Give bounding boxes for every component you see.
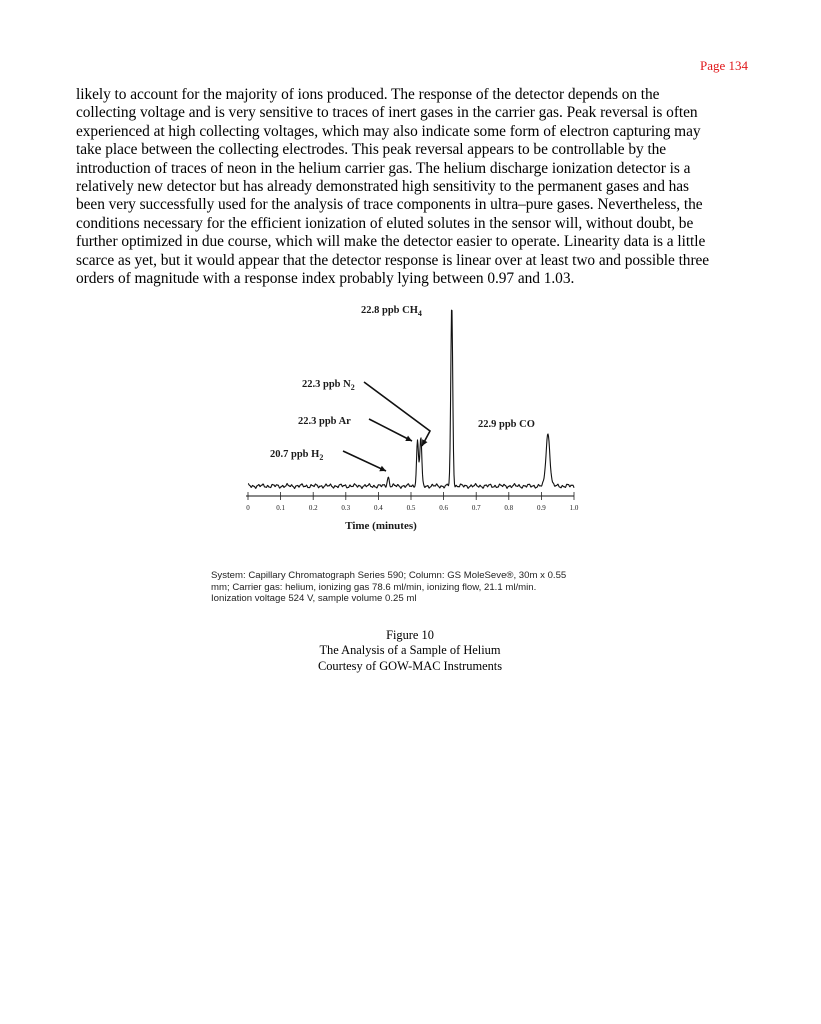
x-axis-tick-labels [246,504,579,512]
body-line: been very successfully used for the analysis of trace components in ultra–pure gases. Nevertheless, the [76,196,703,214]
peak-label-subscript: 2 [350,383,355,392]
peak-label-n2: 22.3 ppb $N_2$ [302,379,355,392]
system-description [211,570,631,605]
body-line: orders of magnitude with a response index probably lying between 0.97 and 1.03. [76,270,575,288]
peak-arrow-n2 [364,382,430,446]
figure-number: Figure 10 [386,628,434,642]
x-axis-title: Time (minutes) [345,520,417,532]
x-tick-label: 0.8 [504,504,514,512]
body-line: conditions necessary for the efficient ionization of eluted solutes in the sensor will, without doubt, be [76,214,694,232]
peak-label-ch4: 22.8 ppb $CH_4$ [361,305,422,318]
peak-arrow-h2 [343,451,386,471]
body-line: collecting voltage and is very sensitive to traces of inert gases in the carrier gas. Peak reversal is often [76,104,698,122]
figure-caption [230,628,590,674]
body-line: scarce as yet, but it would appear that the detector response is linear over at least two and possible three [76,251,710,269]
system-line: mm; Carrier gas: helium, ionizing gas 78.6 ml/min, ionizing flow, 21.1 ml/min. [211,581,537,593]
x-tick-label: 1.0 [569,504,579,512]
system-line: System: Capillary Chromatograph Series 590; Column: GS MoleSeve®, 30m x 0.55 [211,570,567,581]
chromatogram-trace [248,310,574,488]
x-tick-label: 0 [246,504,250,512]
x-tick-label: 0.3 [341,504,351,512]
body-line: further optimized in due course, which will make the detector easier to operate. Linearity data is a little [76,233,706,251]
body-line: relatively new detector but has already demonstrated high sensitivity to the permanent gases and has [76,178,690,196]
body-line: introduction of traces of neon in the helium carrier gas. The helium discharge ionization detector is a [76,159,691,177]
body-line: take place between the collecting electrodes. This peak reversal appears to be controllable by the [76,141,667,159]
x-tick-label: 0.1 [276,504,285,512]
peak-label-ar: 22.3 ppb Ar [298,416,351,427]
body-line: experienced at high collecting voltages, which may also indicate some form of electron capturing may [76,122,701,140]
peak-arrow-ar [369,419,412,441]
x-tick-label: 0.6 [439,504,448,512]
x-tick-label: 0.4 [374,504,383,512]
peak-label-co: 22.9 ppb CO [478,419,535,430]
body-paragraph [76,86,748,288]
x-tick-label: 0.7 [471,504,481,512]
x-tick-label: 0.2 [308,504,318,512]
page-number: Page 134 [699,58,748,73]
chromatogram-figure [240,298,585,538]
peak-label-subscript: 2 [319,453,324,462]
peak-labels [270,305,535,471]
figure-title: The Analysis of a Sample of Helium [319,643,501,658]
peak-label-subscript: 4 [417,309,422,318]
system-line: Ionization voltage 524 V, sample volume 0.25 ml [211,593,417,604]
x-tick-label: 0.9 [537,504,546,512]
peak-label-h2: 20.7 ppb $H_2$ [270,449,324,462]
x-tick-label: 0.5 [406,504,416,512]
body-line: likely to account for the majority of ions produced. The response of the detector depends on the [76,86,660,103]
figure-credit: Courtesy of GOW-MAC Instruments [317,658,503,673]
